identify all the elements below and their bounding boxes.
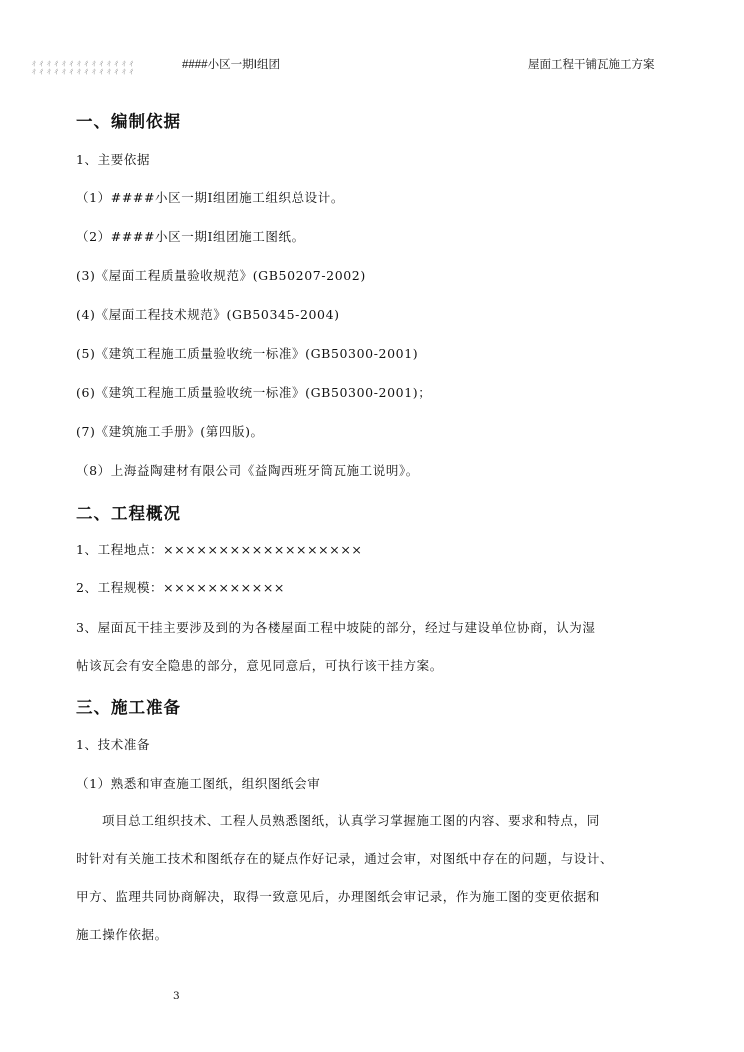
section-3-heading: 三、施工准备: [76, 698, 181, 717]
section-1-heading: 一、编制依据: [76, 112, 181, 131]
basis-item-7: (7)《建筑施工手册》(第四版)。: [76, 424, 264, 439]
basis-item-6: (6)《建筑工程施工质量验收统一标准》(GB50300-2001)；: [76, 385, 432, 400]
project-scale: 2、工程规模：×××××××××××: [76, 580, 285, 595]
basis-item-3: (3)《屋面工程质量验收规范》(GB50207-2002): [76, 268, 366, 283]
basis-item-8: （8）上海益陶建材有限公司《益陶西班牙筒瓦施工说明》。: [76, 463, 419, 478]
section-3-subitem: （1）熟悉和审查施工图纸，组织图纸会审: [76, 776, 321, 791]
project-scope-line-1: 3、屋面瓦干挂主要涉及到的为各楼屋面工程中坡陡的部分，经过与建设单位协商，认为湿: [76, 620, 596, 635]
basis-item-2: （2）####小区一期Ⅰ组团施工图纸。: [76, 229, 305, 244]
paragraph-line: 施工操作依据。: [76, 927, 168, 942]
page-number: 3: [173, 990, 180, 1002]
paragraph-line: 时针对有关施工技术和图纸存在的疑点作好记录，通过会审，对图纸中存在的问题，与设计、: [76, 851, 614, 866]
basis-item-4: (4)《屋面工程技术规范》(GB50345-2004): [76, 307, 340, 322]
project-scope-line-2: 帖该瓦会有安全隐患的部分，意见同意后，可执行该干挂方案。: [76, 658, 443, 673]
header-logo: ㄔㄔㄔㄔㄔㄔㄔㄔㄔㄔㄔㄔㄔㄔ ㄔㄔㄔㄔㄔㄔㄔㄔㄔㄔㄔㄔㄔㄔ: [30, 60, 135, 76]
project-location: 1、工程地点：××××××××××××××××××: [76, 542, 363, 557]
header-document-title: 屋面工程干铺瓦施工方案: [528, 59, 655, 71]
header-project-name: ####小区一期Ⅰ组团: [182, 59, 280, 71]
basis-item-5: (5)《建筑工程施工质量验收统一标准》(GB50300-2001): [76, 346, 419, 361]
section-1-subheading: 1、主要依据: [76, 152, 151, 167]
paragraph-line: 甲方、监理共同协商解决，取得一致意见后，办理图纸会审记录，作为施工图的变更依据和: [76, 889, 601, 904]
paragraph-line: 项目总工组织技术、工程人员熟悉图纸，认真学习掌握施工图的内容、要求和特点，同: [102, 813, 600, 828]
section-2-heading: 二、工程概况: [76, 504, 181, 523]
drawing-review-paragraph: [76, 802, 672, 954]
basis-item-1: （1）####小区一期Ⅰ组团施工组织总设计。: [76, 190, 344, 205]
section-3-subheading: 1、技术准备: [76, 737, 151, 752]
